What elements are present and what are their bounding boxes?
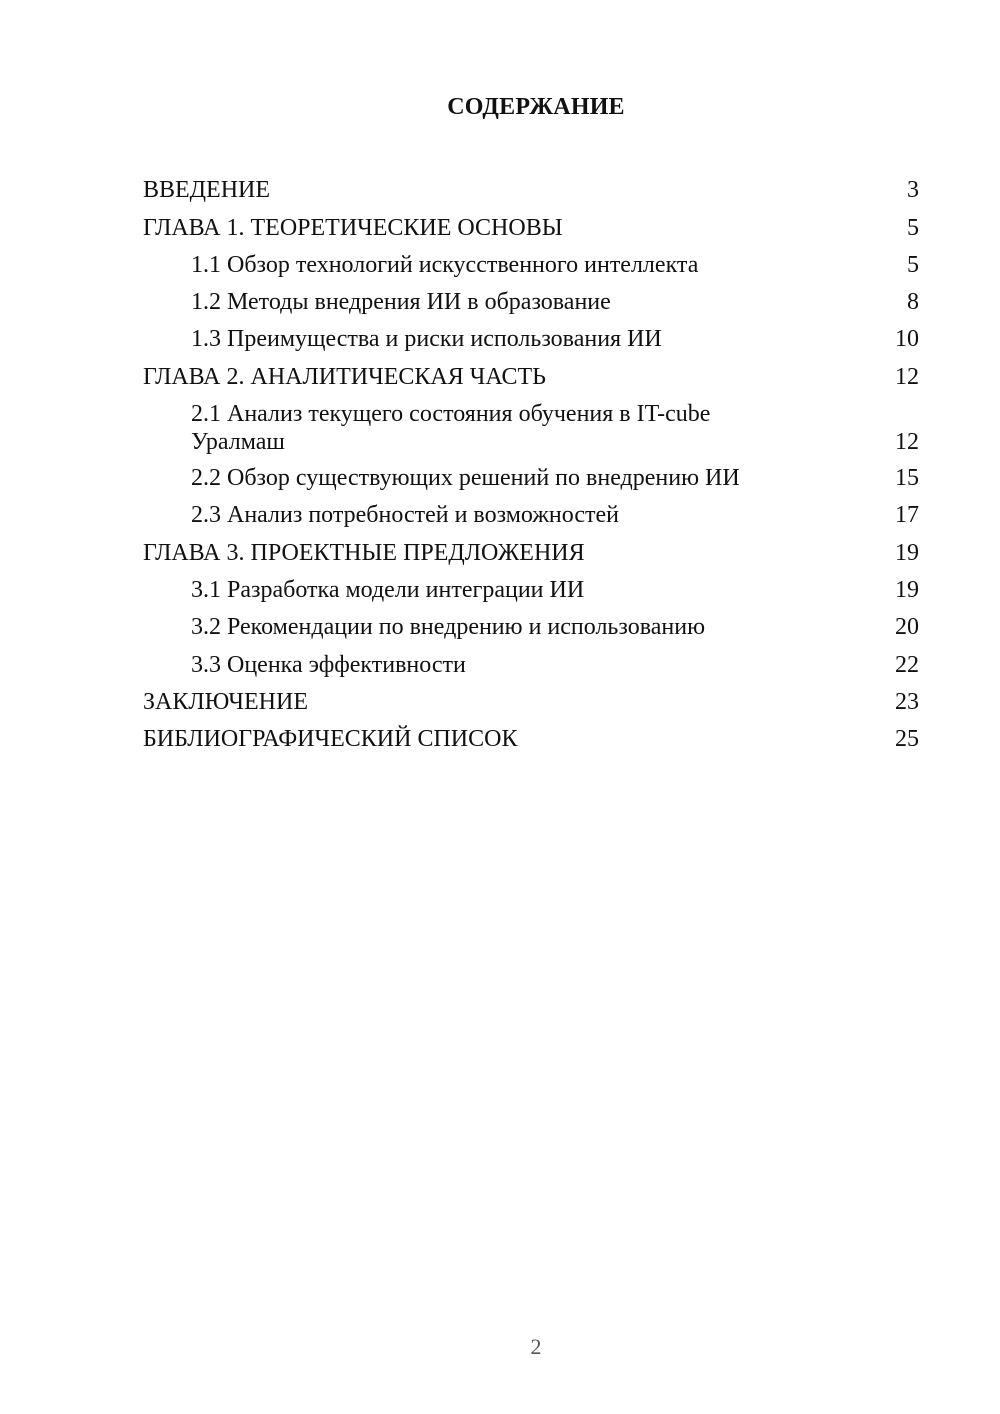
toc-item-label: 1.1 Обзор технологий искусственного интеллекта [191,251,699,278]
toc-item-section-3-3[interactable] [143,642,919,679]
toc-item-label: 2.1 Анализ текущего состояния обучения в IT-cube Уралмаш [191,400,711,455]
toc-item-page: 5 [907,214,919,241]
toc-item-page: 19 [895,576,919,603]
toc-item-label: ЗАКЛЮЧЕНИЕ [143,688,308,715]
toc-item-label: 1.2 Методы внедрения ИИ в образование [191,289,611,316]
toc-item-label: ВВЕДЕНИЕ [143,177,271,204]
toc-item-label: 2.3 Анализ потребностей и возможностей [191,502,619,529]
toc-item-label: ГЛАВА 1. ТЕОРЕТИЧЕСКИЕ ОСНОВЫ [143,214,563,241]
toc-item-label: 3.1 Разработка модели интеграции ИИ [191,576,585,603]
toc-item-page: 10 [895,326,919,353]
toc-item-page: 19 [895,539,919,566]
toc-item-conclusion[interactable] [143,680,919,717]
toc-item-label: 2.2 Обзор существующих решений по внедрению ИИ [191,465,740,492]
toc-item-page: 20 [895,614,919,641]
toc-item-introduction[interactable] [143,168,919,205]
toc-item-label: 3.2 Рекомендации по внедрению и использованию [191,614,705,641]
page-number: 2 [530,1334,542,1359]
toc-item-section-2-2[interactable] [143,456,919,493]
toc-item-label: ГЛАВА 2. АНАЛИТИЧЕСКАЯ ЧАСТЬ [143,363,546,390]
toc-item-page: 15 [895,465,919,492]
toc-item-label: БИБЛИОГРАФИЧЕСКИЙ СПИСОК [143,726,518,753]
toc-item-section-3-1[interactable] [143,568,919,605]
toc-item-page: 8 [907,289,919,316]
toc-item-page: 12 [895,363,919,390]
toc-item-page: 23 [895,688,919,715]
toc-item-chapter-2[interactable] [143,354,919,391]
toc-item-chapter-3[interactable] [143,530,919,567]
toc-item-label: 3.3 Оценка эффективности [191,651,466,678]
toc-item-page: 3 [907,177,919,204]
toc-item-page: 17 [895,502,919,529]
toc-item-section-1-2[interactable] [143,280,919,317]
toc-item-bibliography[interactable] [143,717,919,754]
toc-item-section-2-3[interactable] [143,493,919,530]
toc-item-page: 22 [895,651,919,678]
toc-item-section-1-1[interactable] [143,243,919,280]
toc-item-section-3-2[interactable] [143,605,919,642]
toc-item-chapter-1[interactable] [143,205,919,242]
toc-item-page: 5 [907,251,919,278]
toc-item-page: 12 [895,428,919,455]
toc-item-label: ГЛАВА 3. ПРОЕКТНЫЕ ПРЕДЛОЖЕНИЯ [143,539,585,566]
toc-item-section-2-1[interactable] [143,392,919,456]
toc-item-section-1-3[interactable] [143,317,919,354]
toc-item-label: 1.3 Преимущества и риски использования ИИ [191,326,662,353]
page-title: СОДЕРЖАНИЕ [447,94,625,120]
toc-item-page: 25 [895,726,919,753]
table-of-contents [143,168,919,754]
